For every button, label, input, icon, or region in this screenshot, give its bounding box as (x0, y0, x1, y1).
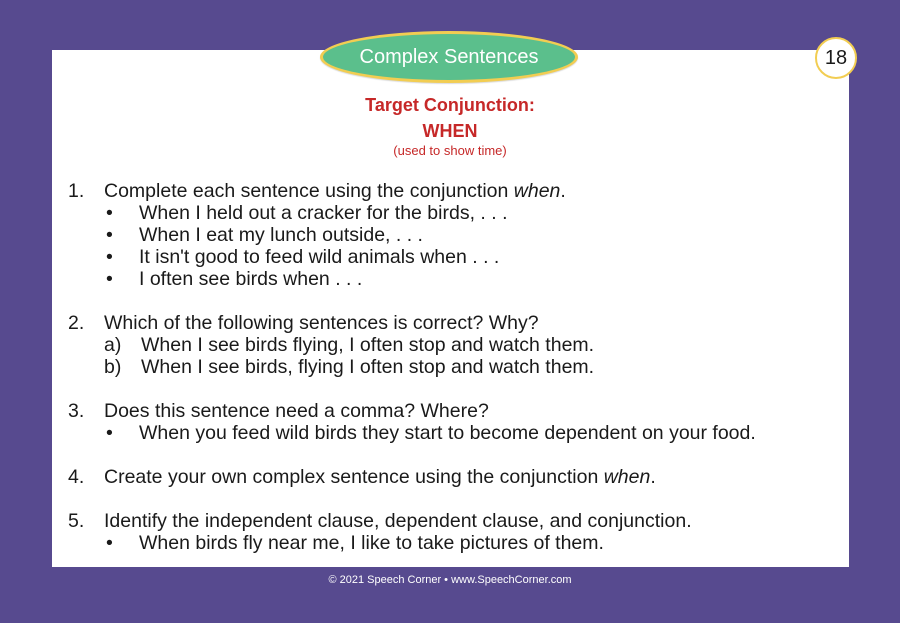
bullet-icon: • (106, 202, 113, 224)
question-text-end: . (560, 180, 566, 202)
question-text: Which of the following sentences is correct? Why? (104, 312, 539, 334)
question-text (104, 180, 566, 202)
question-text-emphasis: when (513, 180, 561, 202)
question-text (104, 466, 656, 488)
title-banner (320, 31, 578, 83)
list-item (68, 246, 838, 268)
list-item (68, 224, 838, 246)
question-text-start: Complete each sentence using the conjunction (104, 180, 514, 202)
page-number-badge (815, 37, 857, 79)
question-2 (68, 312, 838, 378)
item-text: When you feed wild birds they start to become dependent on your food. (139, 422, 756, 444)
target-word: WHEN (422, 121, 478, 141)
question-number: 4. (68, 466, 85, 488)
target-label: Target Conjunction: (365, 95, 535, 115)
item-text: When I eat my lunch outside, . . . (139, 224, 423, 246)
question-number: 1. (68, 180, 85, 202)
option-letter: b) (104, 356, 122, 378)
bullet-icon: • (106, 422, 113, 444)
bullet-icon: • (106, 224, 113, 246)
question-number: 5. (68, 510, 85, 532)
target-note: (used to show time) (393, 143, 507, 158)
question-number: 3. (68, 400, 85, 422)
option-item (68, 334, 838, 356)
card-title: Complex Sentences (359, 45, 539, 68)
question-text: Identify the independent clause, dependent clause, and conjunction. (104, 510, 692, 532)
option-item (68, 356, 838, 378)
item-text: When I held out a cracker for the birds, . . . (139, 202, 508, 224)
list-item (68, 268, 838, 290)
list-item (68, 532, 838, 554)
question-text-emphasis: when (603, 466, 651, 488)
question-number: 2. (68, 312, 85, 334)
option-text: When I see birds flying, I often stop and watch them. (141, 334, 595, 356)
question-text-start: Create your own complex sentence using the conjunction (104, 466, 604, 488)
list-item (68, 422, 838, 444)
question-list (68, 180, 838, 576)
question-text-end: . (650, 466, 656, 488)
list-item (68, 202, 838, 224)
copyright-footer: © 2021 Speech Corner • www.SpeechCorner.com (328, 574, 572, 586)
bullet-icon: • (106, 268, 113, 290)
question-4 (68, 466, 838, 488)
option-text: When I see birds, flying I often stop and watch them. (141, 356, 595, 378)
item-text: It isn't good to feed wild animals when . . . (139, 246, 500, 268)
bullet-icon: • (106, 532, 113, 554)
question-1 (68, 180, 838, 290)
item-text: When birds fly near me, I like to take pictures of them. (139, 532, 604, 554)
question-text: Does this sentence need a comma? Where? (104, 400, 489, 422)
page-number: 18 (824, 46, 848, 69)
question-5 (68, 510, 838, 554)
item-text: I often see birds when . . . (139, 268, 363, 290)
option-letter: a) (104, 334, 122, 356)
question-3 (68, 400, 838, 444)
bullet-icon: • (106, 246, 113, 268)
